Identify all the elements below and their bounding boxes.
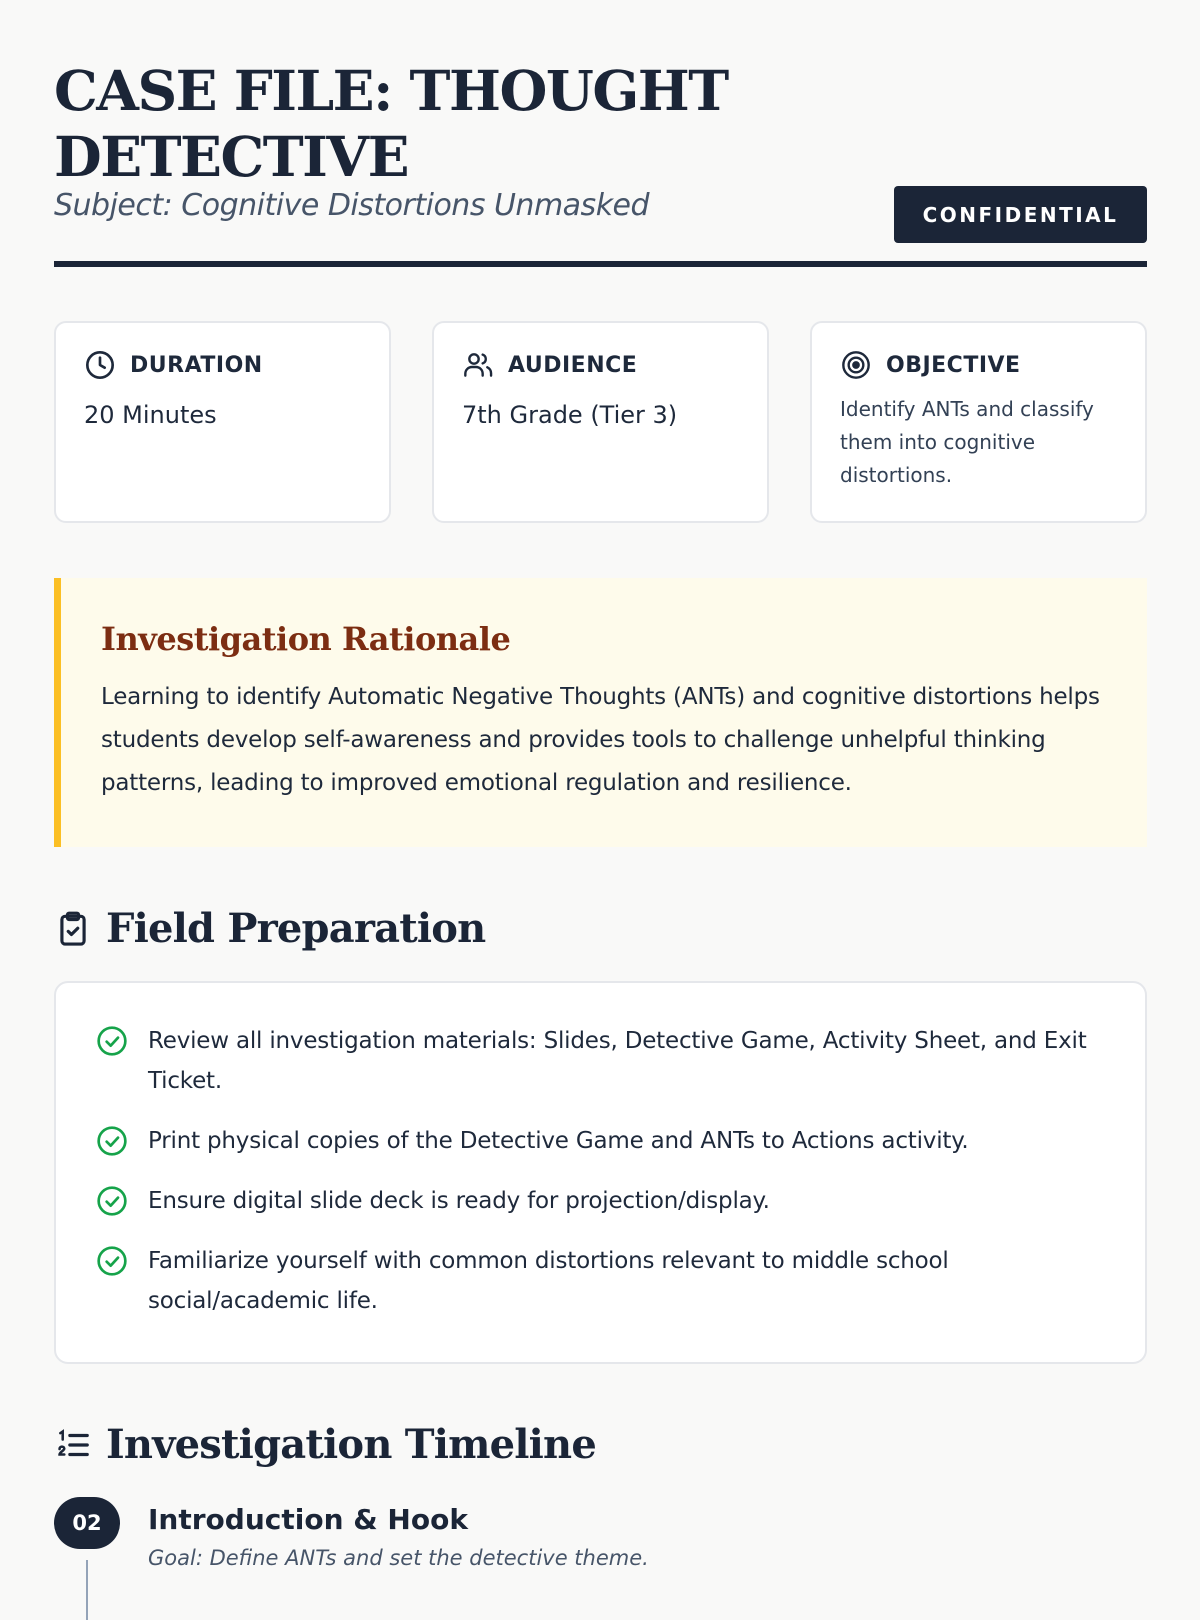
timeline-heading: Investigation Timeline — [106, 1421, 596, 1468]
preparation-heading: Field Preparation — [106, 905, 486, 952]
duration-value: 20 Minutes — [84, 401, 217, 429]
checklist-text: Print physical copies of the Detective Game and ANTs to Actions activity. — [148, 1128, 969, 1154]
clipboard-check-icon — [54, 910, 92, 948]
preparation-section-heading — [54, 905, 485, 952]
audience-card — [432, 321, 769, 523]
check-circle-icon — [96, 1185, 128, 1217]
checklist-text: Ensure digital slide deck is ready for projection/display. — [148, 1188, 770, 1214]
checklist-text: Familiarize yourself with common distortions relevant to middle school social/academic life. — [148, 1248, 949, 1314]
checklist-text: Review all investigation materials: Slides, Detective Game, Activity Sheet, and Exit Ticket. — [148, 1028, 1087, 1094]
list-item — [96, 1241, 1105, 1321]
list-item — [96, 1181, 1105, 1221]
check-circle-icon — [96, 1025, 128, 1057]
users-icon — [462, 349, 494, 381]
case-file-header — [54, 0, 1147, 268]
rationale-body: Learning to identify Automatic Negative Thoughts (ANTs) and cognitive distortions helps students develop self-awareness and provides tools to challenge unhelpful thinking patterns, leading to improved emotional regulation and resilience. — [101, 684, 1100, 796]
audience-label: AUDIENCE — [508, 352, 638, 378]
step-number-badge: 02 — [54, 1497, 120, 1549]
lesson-plan-page — [54, 0, 1147, 1570]
timeline-connector — [86, 1560, 88, 1620]
clock-icon — [84, 349, 116, 381]
timeline-section-heading — [54, 1421, 596, 1468]
header-divider — [54, 261, 1147, 267]
audience-value: 7th Grade (Tier 3) — [462, 401, 678, 429]
check-circle-icon — [96, 1125, 128, 1157]
page-title: CASE FILE: THOUGHT DETECTIVE — [54, 58, 728, 189]
rationale-heading: Investigation Rationale — [101, 620, 511, 658]
duration-card — [54, 321, 391, 523]
objective-label: OBJECTIVE — [886, 352, 1021, 378]
list-item — [96, 1121, 1105, 1161]
info-cards — [54, 321, 1147, 523]
numbered-list-icon — [54, 1426, 92, 1464]
list-item — [96, 1021, 1105, 1101]
target-icon — [840, 349, 872, 381]
page-subtitle: Subject: Cognitive Distortions Unmasked — [54, 188, 650, 223]
preparation-checklist — [54, 981, 1147, 1364]
confidential-badge: CONFIDENTIAL — [894, 186, 1147, 243]
step-title: Introduction & Hook — [148, 1503, 468, 1536]
objective-value: Identify ANTs and classify them into cognitive distortions. — [840, 397, 1094, 487]
duration-label: DURATION — [130, 352, 263, 378]
objective-card — [810, 321, 1147, 523]
step-goal: Goal: Define ANTs and set the detective theme. — [148, 1546, 649, 1570]
rationale-callout — [54, 578, 1147, 847]
check-circle-icon — [96, 1245, 128, 1277]
